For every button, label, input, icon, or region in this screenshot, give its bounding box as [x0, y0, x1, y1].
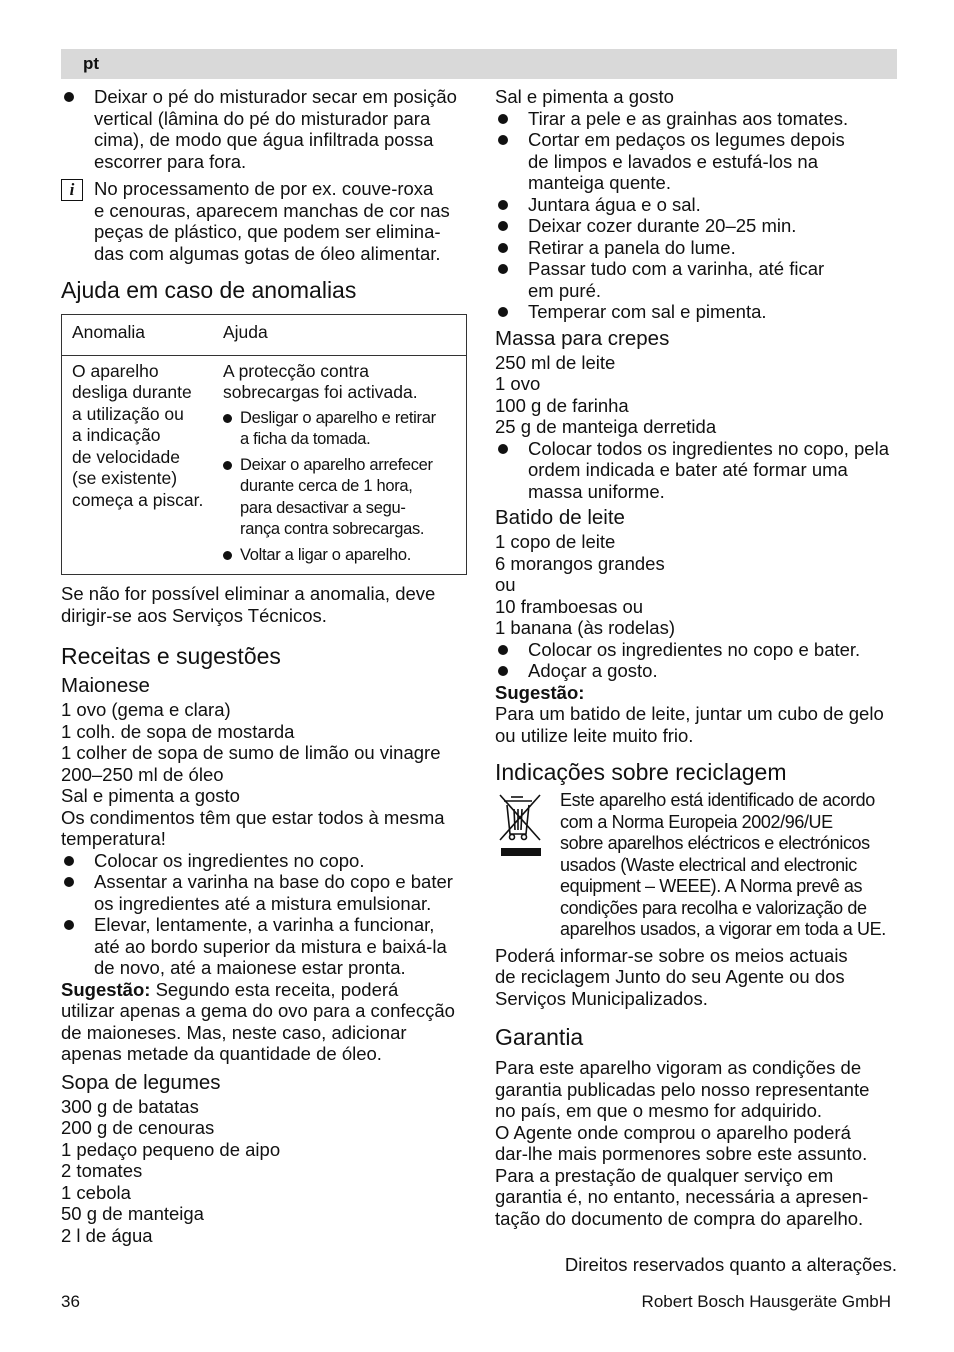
left-column: [61, 86, 468, 1246]
recycling-note: Este aparelho está identificado de acordo com a Norma Europeia 2002/96/UE sobre aparelhos eléctricos e electrónicos usados (Waste electrical and electronic equipment – WEEE). A Norma prevê as condições para recolha e valorização de aparelhos usados, a vigorar em toda a UE.: [495, 790, 897, 941]
soup-seasoning: Sal e pimenta a gosto: [495, 86, 674, 107]
list-item: Colocar todos os ingredientes no copo, pela ordem indicada e bater até formar uma massa uniforme.: [495, 438, 897, 503]
milkshake-heading: Batido de leite: [495, 506, 625, 529]
list-item: Juntara água e o sal.: [495, 194, 897, 216]
tip-label: Sugestão:: [495, 681, 585, 703]
soup-ingredients: 300 g de batatas 200 g de cenouras 1 pedaço pequeno de aipo 2 tomates 1 cebola 50 g de manteiga 2 l de água: [61, 1095, 281, 1246]
bullet-icon: [498, 135, 508, 145]
bullet-icon: [498, 200, 508, 210]
soup-heading: Sopa de legumes: [61, 1070, 221, 1094]
milkshake-steps: [495, 639, 897, 682]
crossed-bin-icon: [498, 794, 542, 858]
bullet-icon: [498, 666, 508, 676]
crepes-heading: Massa para crepes: [495, 326, 670, 350]
mayonnaise-ingredients: 1 ovo (gema e clara) 1 colh. de sopa de mostarda 1 colher de sopa de sumo de limão ou vinagre 200–250 ml de óleo Sal e pimenta a gosto Os condimentos têm que estar todos à mesma temperatura!: [61, 699, 445, 849]
service-note: Se não for possível eliminar a anomalia, deve dirigir-se aos Serviços Técnicos.: [61, 583, 436, 626]
problem-cell: O aparelho desliga durante a utilização ou a indicação de velocidade (se existente) começa a piscar.: [62, 355, 213, 575]
soup-steps: [495, 108, 897, 323]
table-header-help: Ajuda: [212, 315, 467, 356]
milkshake-tip: Sugestão: Para um batido de leite, juntar um cubo de gelo ou utilize leite muito frio.: [495, 681, 884, 746]
recipes-heading: Receitas e sugestões: [61, 643, 281, 669]
list-item: Elevar, lentamente, a varinha a funcionar, até ao bordo superior da mistura e baixá-la de novo, até a maionese estar pronta.: [61, 914, 468, 979]
list-item: Passar tudo com a varinha, até ficar em puré.: [495, 258, 897, 301]
rights-reserved: Direitos reservados quanto a alterações.: [564, 1254, 897, 1275]
bullet-icon: [498, 243, 508, 253]
warranty-text: Para este aparelho vigoram as condições de garantia publicadas pelo nosso representante no país, em que o mesmo for adquirido. O Agente onde comprou o aparelho poderá dar-lhe mais pormenores sobre este assunto. Para a prestação de qualquer serviço em garantia é, no entanto, necessária a apresen- tação do documento de compra do aparelho.: [495, 1057, 870, 1229]
bullet-icon: [64, 92, 74, 102]
list-item: Adoçar a gosto.: [495, 660, 897, 682]
bullet-icon: [498, 264, 508, 274]
list-item: Colocar os ingredientes no copo.: [61, 850, 468, 872]
bullet-icon: [498, 645, 508, 655]
list-item: Deixar cozer durante 20–25 min.: [495, 215, 897, 237]
page-number: 36: [61, 1292, 80, 1311]
list-item: Colocar os ingredientes no copo e bater.: [495, 639, 897, 661]
recycling-heading: Indicações sobre reciclagem: [495, 759, 787, 785]
info-note: i No processamento de por ex. couve-roxa e cenouras, aparecem manchas de cor nas peças de plástico, que podem ser elimina- das com algumas gotas de óleo alimentar.: [61, 178, 468, 264]
recycling-info: Poderá informar-se sobre os meios actuais de reciclagem Junto do seu Agente ou dos Serviços Municipalizados.: [495, 944, 848, 1009]
tip-label: Sugestão:: [61, 978, 151, 1000]
troubleshooting-heading: Ajuda em caso de anomalias: [61, 277, 357, 303]
bullet-icon: [498, 444, 508, 454]
bullet-icon: [223, 414, 232, 423]
mayonnaise-heading: Maionese: [61, 674, 150, 697]
list-item: Deixar o aparelho arrefecer durante cerca de 1 hora, para desactivar a segu- rança contra sobrecargas.: [223, 455, 456, 541]
language-code: pt: [83, 54, 100, 73]
bullet-icon: [64, 877, 74, 887]
bullet-icon: [64, 920, 74, 930]
troubleshooting-table: [61, 314, 467, 575]
list-item: Assentar a varinha na base do copo e bater os ingredientes até a mistura emulsionar.: [61, 871, 468, 914]
language-bar: [61, 49, 897, 79]
bullet-icon: [223, 461, 232, 470]
list-item: Temperar com sal e pimenta.: [495, 301, 897, 323]
list-item: Deixar o pé do misturador secar em posição vertical (lâmina do pé do misturador para cima), de modo que água infiltrada possa escorrer para fora.: [61, 86, 468, 172]
milkshake-ingredients: 1 copo de leite 6 morangos grandes ou 10 framboesas ou 1 banana (às rodelas): [495, 531, 675, 638]
list-item: Cortar em pedaços os legumes depois de limpos e lavados e estufá-los na manteiga quente.: [495, 129, 897, 194]
bullet-icon: [498, 307, 508, 317]
company-name: Robert Bosch Hausgeräte GmbH: [641, 1292, 891, 1311]
crepes-steps: [495, 438, 897, 503]
mayonnaise-steps: [61, 850, 468, 979]
list-item: Tirar a pele e as grainhas aos tomates.: [495, 108, 897, 130]
bullet-icon: [498, 114, 508, 124]
warranty-heading: Garantia: [495, 1024, 584, 1050]
right-column: [495, 86, 897, 1276]
list-item: Retirar a panela do lume.: [495, 237, 897, 259]
bullet-icon: [223, 551, 232, 560]
list-item: Voltar a ligar o aparelho.: [223, 545, 456, 567]
bullet-icon: [498, 221, 508, 231]
help-steps: [223, 408, 456, 567]
bullet-icon: [64, 856, 74, 866]
table-header-anomaly: Anomalia: [62, 315, 213, 356]
drying-instruction: [61, 86, 468, 172]
mayonnaise-tip: Sugestão: Segundo esta receita, poderá utilizar apenas a gema do ovo para a confecção de maioneses. Mas, neste caso, adicionar apenas metade da quantidade de óleo.: [61, 978, 455, 1064]
help-cell: A protecção contra sobrecargas foi activada. Desligar o aparelho e retirar a ficha da tomada. Deixar o aparelho arrefecer durante cerca de 1 hora, para desactivar a segu- rança contra sobrecargas. Voltar a ligar o aparelho.: [212, 355, 467, 575]
list-item: Desligar o aparelho e retirar a ficha da tomada.: [223, 408, 456, 451]
crepes-ingredients: 250 ml de leite 1 ovo 100 g de farinha 25 g de manteiga derretida: [495, 351, 717, 437]
info-icon: i: [61, 179, 83, 201]
